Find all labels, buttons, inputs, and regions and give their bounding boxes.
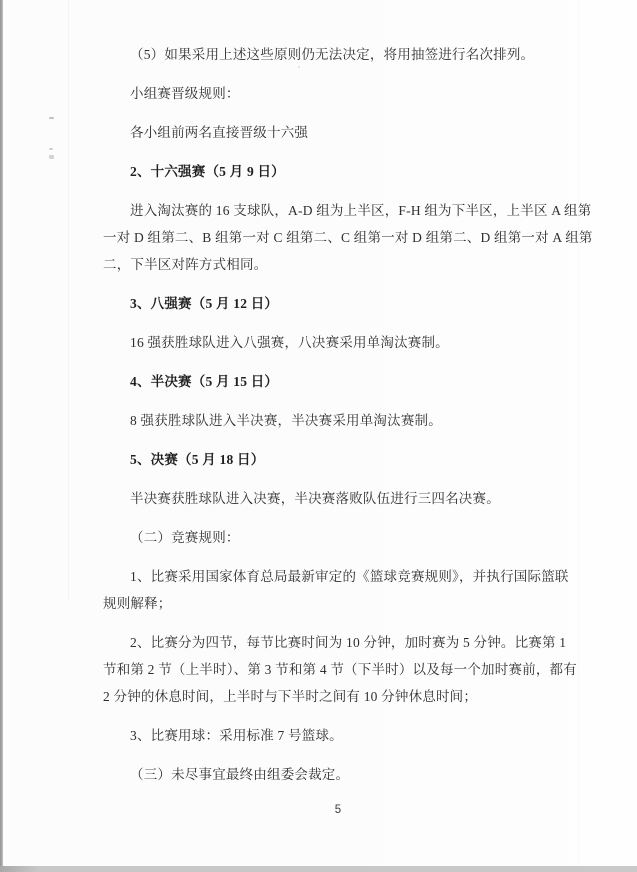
scan-edge-left: [0, 0, 3, 872]
text-line: （三）未尽事宜最终由组委会裁定。: [130, 767, 350, 782]
text-line: 半决赛获胜球队进入决赛，半决赛落败队伍进行三四名决赛。: [130, 491, 500, 506]
text-line: 一对 D 组第二、B 组第一对 C 组第二、C 组第一对 D 组第二、D 组第一对 A 组第: [103, 230, 593, 245]
text-line: 16 强获胜球队进入八强赛，八决赛采用单淘汰赛制。: [130, 335, 449, 350]
scan-speck: [49, 117, 54, 119]
text-line: 二，下半区对阵方式相同。: [103, 257, 268, 272]
text-line: 3、比赛用球：采用标准 7 号篮球。: [130, 728, 343, 743]
text-line: 5、决赛（5 月 18 日）: [130, 452, 265, 467]
text-line: 各小组前两名直接晋级十六强: [130, 125, 309, 140]
body-paragraph: [103, 119, 543, 146]
document-body: [103, 41, 593, 800]
text-line: 2、十六强赛（5 月 9 日）: [130, 164, 285, 179]
text-line: 4、半决赛（5 月 15 日）: [130, 374, 279, 389]
text-line: 节和第 2 节（上半时）、第 3 节和第 4 节（下半时）以及每一个加时赛前，都有: [103, 662, 577, 677]
body-paragraph: [103, 197, 593, 278]
body-paragraph: [103, 761, 543, 788]
body-paragraph: [103, 80, 543, 107]
scan-shade-line: [578, 0, 579, 866]
heading-paragraph: [103, 158, 543, 185]
scan-speck: [49, 155, 54, 159]
text-line: 规则解释；: [103, 596, 172, 611]
body-paragraph: [103, 629, 577, 710]
text-line: 1、比赛采用国家体育总局最新审定的《篮球竞赛规则》，并执行国际篮联: [130, 569, 569, 584]
text-line: 进入淘汰赛的 16 支球队，A-D 组为上半区，F-H 组为下半区，上半区 A 组第: [130, 203, 592, 218]
heading-paragraph: [103, 290, 543, 317]
page-number: 5: [334, 804, 342, 816]
document-page: [3, 0, 637, 866]
text-line: （二）竞赛规则：: [130, 530, 240, 545]
text-line: 3、八强赛（5 月 12 日）: [130, 296, 279, 311]
text-line: 小组赛晋级规则：: [130, 86, 240, 101]
body-paragraph: [103, 407, 543, 434]
scan-speck: [49, 148, 53, 150]
text-line: 8 强获胜球队进入半决赛，半决赛采用单淘汰赛制。: [130, 413, 442, 428]
body-paragraph: [103, 41, 543, 68]
heading-paragraph: [103, 368, 543, 395]
body-paragraph: [103, 485, 543, 512]
heading-paragraph: [103, 446, 543, 473]
text-line: 2、比赛分为四节，每节比赛时间为 10 分钟，加时赛为 5 分钟。比赛第 1: [130, 635, 567, 650]
scan-fold-line: [68, 0, 69, 600]
scan-edge-bottom: [0, 866, 637, 872]
body-paragraph: [103, 329, 543, 356]
body-paragraph: [103, 524, 543, 551]
body-paragraph: [103, 563, 569, 617]
body-paragraph: [103, 722, 543, 749]
text-line: 2 分钟的休息时间，上半时与下半时之间有 10 分钟休息时间；: [103, 689, 478, 704]
text-line: （5）如果采用上述这些原则仍无法决定，将用抽签进行名次排列。: [130, 47, 535, 62]
